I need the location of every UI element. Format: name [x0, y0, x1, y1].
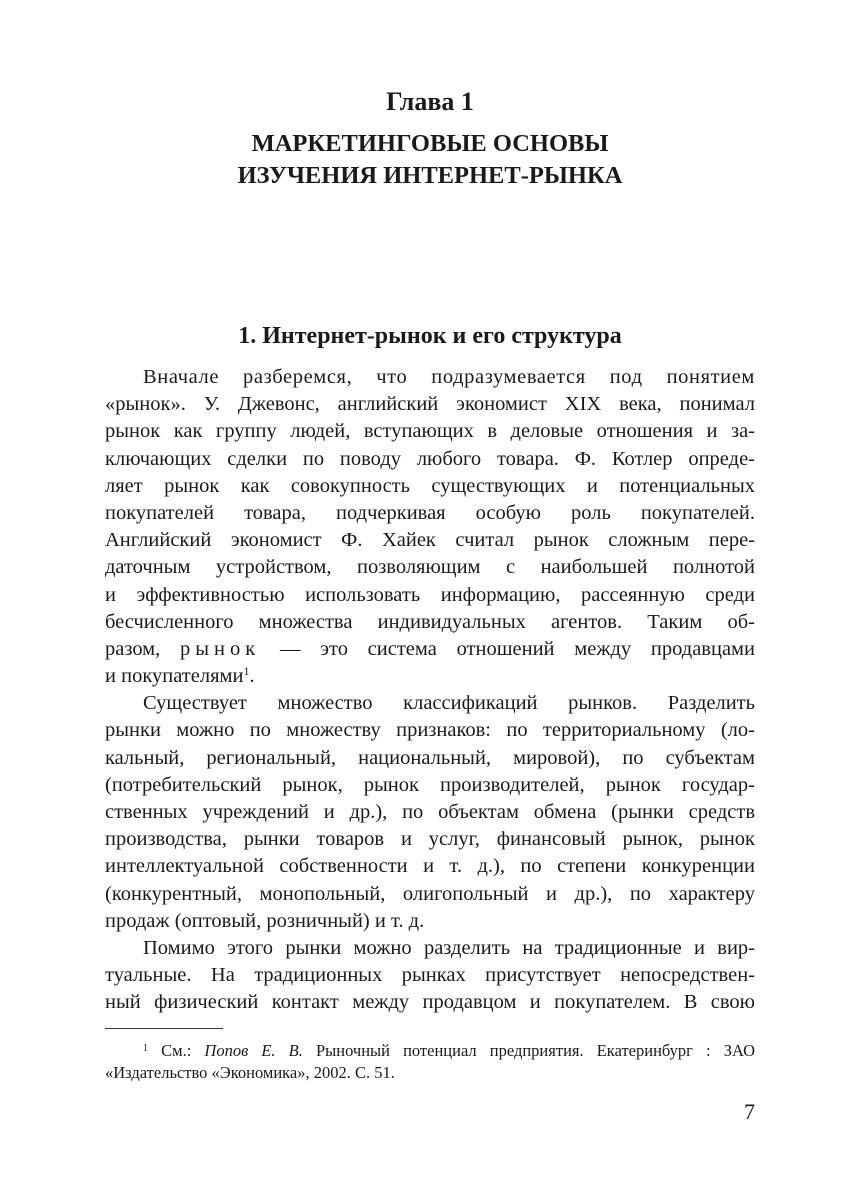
text-line: рынки можно по множеству признаков: по территориальному (ло-	[105, 719, 755, 742]
text-line: туальные. На традиционных рынках присутствует непосредствен-	[105, 964, 755, 987]
text-line: ственных учреждений и др.), по объектам обмена (рынки средств	[105, 801, 755, 823]
text-line: ключающих сделки по поводу любого товара. Ф. Котлер опреде-	[105, 447, 755, 470]
page-number: 7	[744, 1099, 755, 1124]
text-line: бесчисленного множества индивидуальных агентов. Таким об-	[105, 610, 755, 633]
text-line: производства, рынки товаров и услуг, финансовый рынок, рынок	[105, 828, 755, 851]
text-fragment: — это система отношений между продавцами	[279, 637, 756, 660]
footnote-author: Попов Е. В.	[204, 1041, 303, 1060]
text-line: рынок как группу людей, вступающих в деловые отношения и за-	[105, 420, 755, 443]
text-line: «рынок». У. Джевонс, английский экономист XIX века, понимал	[105, 393, 755, 416]
section-heading: 1. Интернет-рынок и его структура	[238, 323, 622, 349]
paragraph-1	[105, 364, 755, 690]
spaced-term: рынок	[180, 637, 261, 660]
text-line: Вначале разберемся, что подразумевается под понятием	[143, 366, 755, 388]
text-line	[105, 663, 755, 690]
paragraph-2	[105, 690, 755, 935]
chapter-title-line-2: ИЗУЧЕНИЯ ИНТЕРНЕТ-РЫНКА	[237, 162, 623, 189]
text-line: Английский экономист Ф. Хайек считал рынок сложным пере-	[105, 529, 755, 552]
text-line: продаж (оптовый, розничный) и т. д.	[105, 909, 425, 932]
body-text	[105, 364, 755, 1017]
text-line: Существует множество классификаций рынков. Разделить	[143, 692, 755, 715]
footnote	[105, 1040, 755, 1084]
footnote-prefix: См.:	[161, 1041, 192, 1060]
paragraph-3	[105, 935, 755, 1017]
footnote-marker: 1	[143, 1043, 148, 1054]
text-fragment: .	[249, 665, 255, 688]
chapter-title-line-1: МАРКЕТИНГОВЫЕ ОСНОВЫ	[251, 130, 609, 157]
footnote-reference[interactable]: 1	[243, 664, 250, 679]
footnote-line	[105, 1040, 755, 1062]
book-page	[105, 0, 755, 1182]
text-line: (потребительский рынок, рынок производителей, рынок государ-	[105, 773, 755, 796]
footnote-text: Рыночный потенциал предприятия. Екатеринбург : ЗАО	[316, 1041, 756, 1060]
text-line: покупателей товара, подчеркивая особую роль покупателей.	[105, 501, 755, 524]
text-fragment: разом,	[105, 637, 161, 660]
text-line: кальный, региональный, национальный, мировой), по субъектам	[105, 746, 755, 769]
chapter-label: Глава 1	[386, 87, 474, 116]
footnote-divider	[105, 1028, 223, 1029]
text-fragment: и покупателями	[105, 665, 244, 688]
text-line: Помимо этого рынки можно разделить на традиционные и вир-	[143, 936, 755, 959]
footnote-line: «Издательство «Экономика», 2002. С. 51.	[105, 1063, 395, 1082]
text-line: (конкурентный, монопольный, олигопольный и др.), по характеру	[105, 882, 755, 905]
text-line-with-term	[105, 636, 755, 663]
text-line: интеллектуальной собственности и т. д.), по степени конкуренции	[105, 855, 755, 878]
text-line: ный физический контакт между продавцом и покупателем. В свою	[105, 991, 755, 1014]
text-line: ляет рынок как совокупность существующих и потенциальных	[105, 474, 755, 497]
text-line: даточным устройством, позволяющим с наибольшей полнотой	[105, 556, 755, 579]
chapter-title	[105, 128, 755, 192]
text-line: и эффективностью использовать информацию, рассеянную среди	[105, 583, 755, 606]
